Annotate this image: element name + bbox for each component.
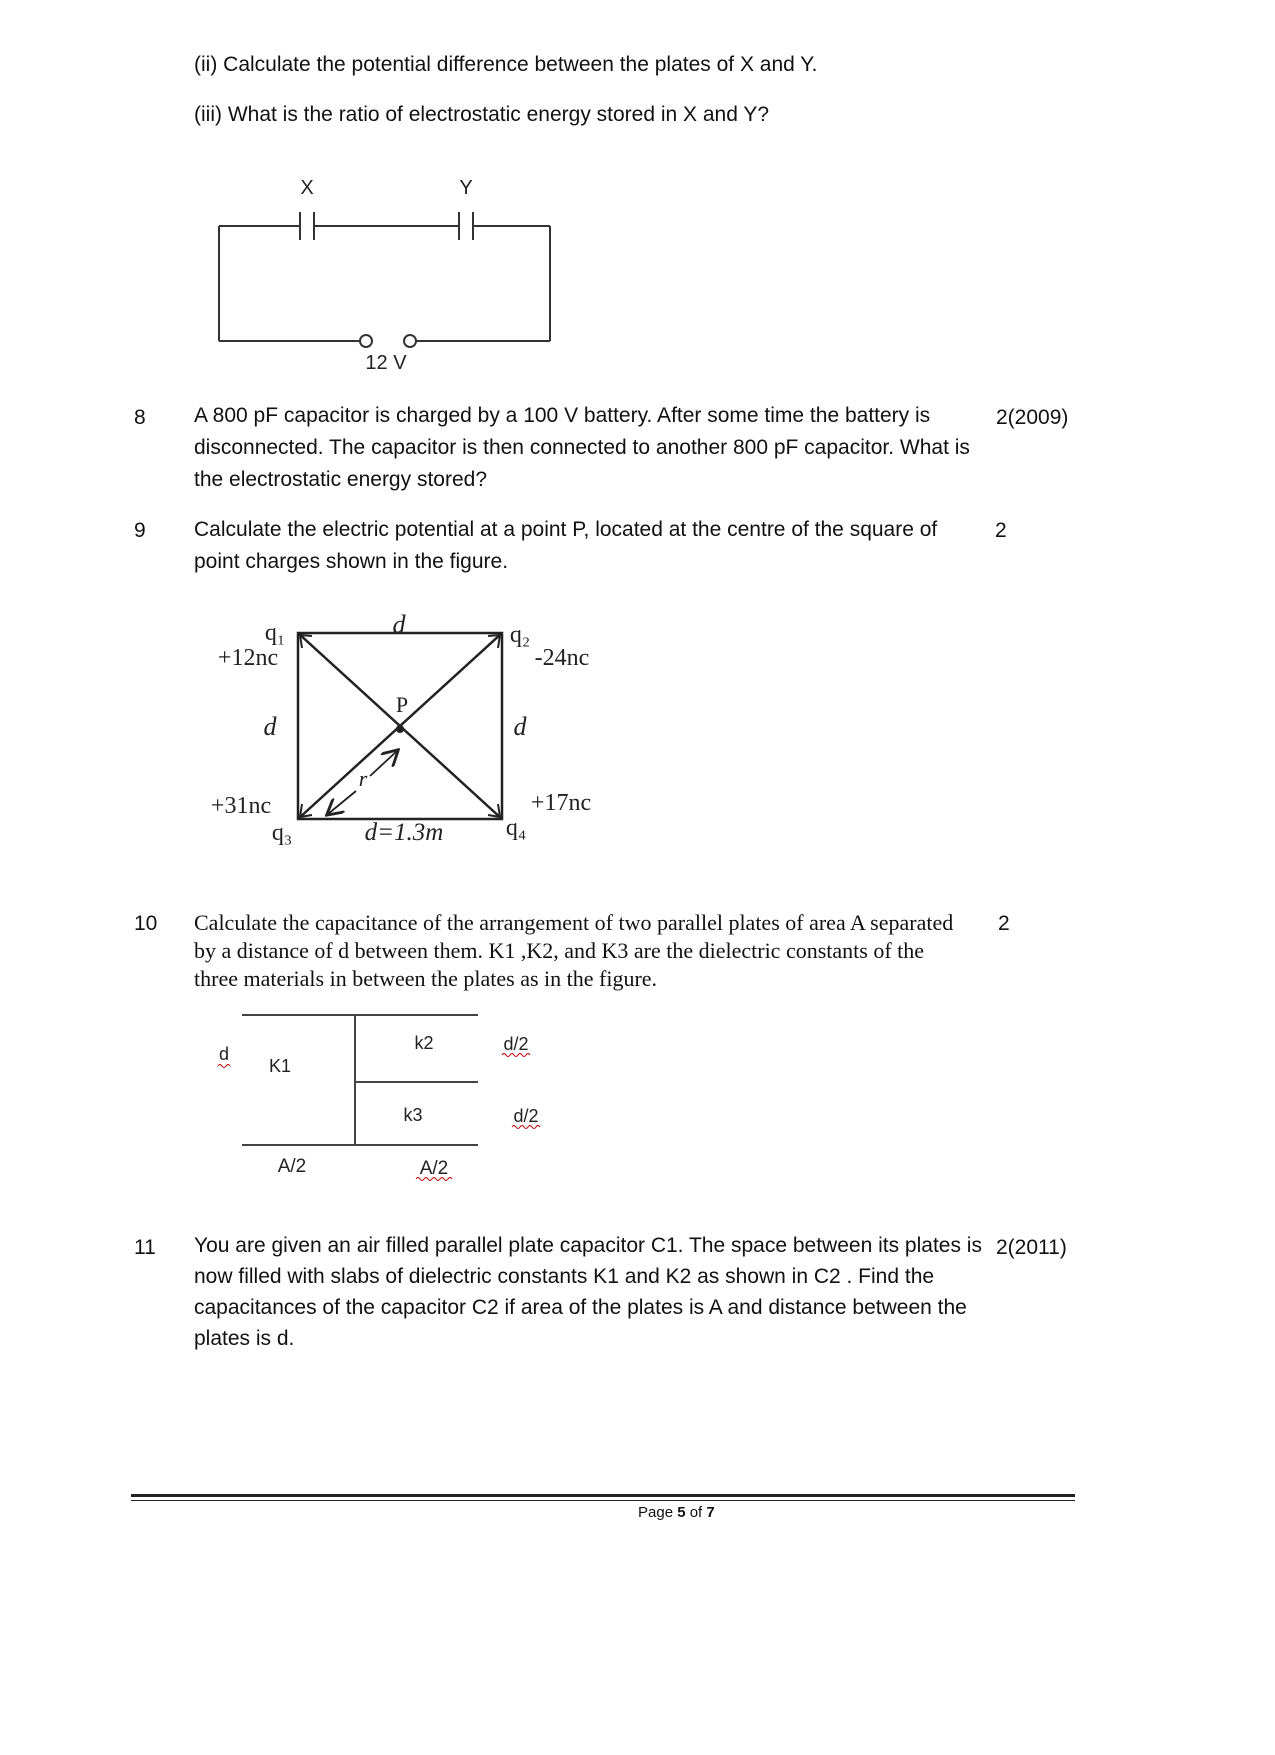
q4-value: +17nc xyxy=(530,790,592,816)
capacitor-y-label: Y xyxy=(459,177,473,199)
bottom-side-label: d=1.3m xyxy=(364,819,444,846)
k2-label: k2 xyxy=(414,1033,434,1053)
k1-label: K1 xyxy=(268,1056,292,1076)
q1-value: +12nc xyxy=(217,645,279,671)
square-charges-figure xyxy=(190,600,630,860)
question-9-text: Calculate the electric potential at a point P, located at the centre of the square of point charges shown in the figure. xyxy=(194,518,938,573)
q3-value: +31nc xyxy=(210,793,272,819)
question-11-number: 11 xyxy=(134,1236,156,1259)
question-10-number: 10 xyxy=(134,912,158,935)
question-8-number: 8 xyxy=(134,406,146,429)
left-side-label: d xyxy=(263,712,277,741)
q3-label: q₃ xyxy=(271,820,293,846)
k3-label: k3 xyxy=(403,1105,423,1125)
page-number: 5 xyxy=(677,1504,686,1521)
footer-rule-thick xyxy=(131,1494,1075,1497)
part-ii-text: (ii) Calculate the potential difference between the plates of X and Y. xyxy=(194,53,818,76)
left-area-label: A/2 xyxy=(277,1156,307,1177)
question-10-text: Calculate the capacitance of the arrangement of two parallel plates of area A separated by a distance of d between them. K1 ,K2, and K3 are the dielectric constants of the three materials in between the plates as in the figure. xyxy=(194,910,954,991)
footer-rule-thin xyxy=(131,1500,1075,1501)
question-9-number: 9 xyxy=(134,519,146,542)
spellcheck-underline xyxy=(218,1065,230,1068)
half-separation-bottom-label: d/2 xyxy=(513,1106,539,1126)
parallel-plates-figure xyxy=(200,1000,580,1190)
q1-label: q₁ xyxy=(264,620,286,646)
question-9-marks: 2 xyxy=(995,519,1007,542)
q4-label: q₄ xyxy=(505,815,527,841)
q2-value: -24nc xyxy=(534,645,590,671)
page-total: 7 xyxy=(706,1504,715,1521)
top-side-label: d xyxy=(392,610,406,639)
radius-label: r xyxy=(358,766,368,791)
page-of: of xyxy=(685,1504,707,1521)
capacitor-circuit-figure xyxy=(200,170,570,380)
part-iii-text: (iii) What is the ratio of electrostatic energy stored in X and Y? xyxy=(194,103,770,126)
question-10-marks: 2 xyxy=(998,912,1010,935)
capacitor-x-label: X xyxy=(300,177,314,199)
question-11-text: You are given an air filled parallel plate capacitor C1. The space between its plates is now filled with slabs of dielectric constants K1 and K2 as shown in C2 . Find the capacitances of the capacitor C2 if area of the plates is A and distance between the plates is d. xyxy=(194,1234,982,1350)
question-8-text: A 800 pF capacitor is charged by a 100 V battery. After some time the battery is disconnected. The capacitor is then connected to another 800 pF capacitor. What is the electrostatic energy stored? xyxy=(194,404,970,491)
right-area-label: A/2 xyxy=(419,1158,449,1179)
question-8-marks: 2(2009) xyxy=(996,406,1069,429)
half-separation-top-label: d/2 xyxy=(503,1034,529,1054)
battery-voltage-label: 12 V xyxy=(365,352,407,374)
right-side-label: d xyxy=(513,712,527,741)
plate-separation-label: d xyxy=(218,1044,230,1064)
center-point-label: P xyxy=(395,692,409,717)
q2-label: q₂ xyxy=(509,622,531,648)
page-prefix: Page xyxy=(638,1504,678,1521)
page-indicator xyxy=(638,1504,715,1521)
question-11-marks: 2(2011) xyxy=(996,1236,1067,1259)
